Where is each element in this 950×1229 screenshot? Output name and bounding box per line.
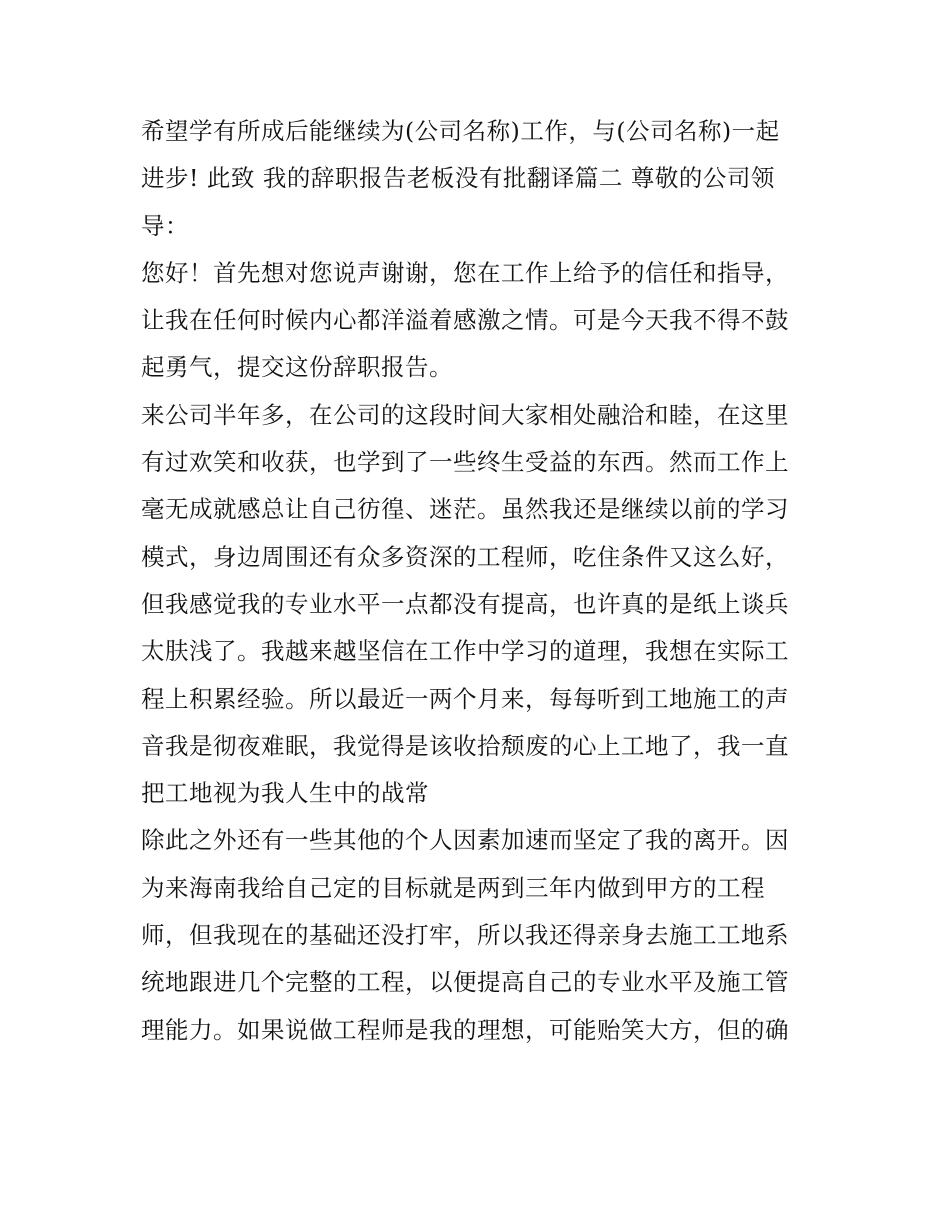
text-line: 导： <box>141 211 189 240</box>
text-line: 进步! 此致 我的辞职报告老板没有批翻译篇二 尊敬的公司领 <box>141 164 775 193</box>
text-line: 让我在任何时候内心都洋溢着感激之情。可是今天我不得不鼓 <box>141 306 789 335</box>
text-line: 程上积累经验。所以最近一两个月来，每每听到工地施工的声 <box>141 684 789 713</box>
text-line: 来公司半年多，在公司的这段时间大家相处融洽和睦，在这里 <box>141 400 789 429</box>
text-line: 起勇气，提交这份辞职报告。 <box>141 353 453 382</box>
text-line: 太肤浅了。我越来越坚信在工作中学习的道理，我想在实际工 <box>141 637 789 666</box>
text-line: 师，但我现在的基础还没打牢，所以我还得亲身去施工工地系 <box>141 921 789 950</box>
text-line: 理能力。如果说做工程师是我的理想，可能贻笑大方，但的确 <box>141 1015 789 1044</box>
text-line: 有过欢笑和收获，也学到了一些终生受益的东西。然而工作上 <box>141 448 789 477</box>
text-line: 音我是彻夜难眠，我觉得是该收拾颓废的心上工地了，我一直 <box>141 731 789 760</box>
document-body <box>141 108 821 1054</box>
text-line: 除此之外还有一些其他的个人因素加速而坚定了我的离开。因 <box>141 826 789 855</box>
text-line: 希望学有所成后能继续为(公司名称)工作，与(公司名称)一起 <box>141 117 780 145</box>
text-line: 但我感觉我的专业水平一点都没有提高，也许真的是纸上谈兵 <box>141 589 789 618</box>
text-line: 为来海南我给自己定的目标就是两到三年内做到甲方的工程 <box>141 873 765 902</box>
text-line: 您好！首先想对您说声谢谢，您在工作上给予的信任和指导， <box>141 258 789 287</box>
text-line: 毫无成就感总让自己彷徨、迷茫。虽然我还是继续以前的学习 <box>141 495 789 524</box>
text-line: 统地跟进几个完整的工程，以便提高自己的专业水平及施工管 <box>141 968 789 997</box>
text-line: 模式，身边周围还有众多资深的工程师，吃住条件又这么好， <box>141 542 789 571</box>
text-line: 把工地视为我人生中的战常 <box>141 779 429 808</box>
